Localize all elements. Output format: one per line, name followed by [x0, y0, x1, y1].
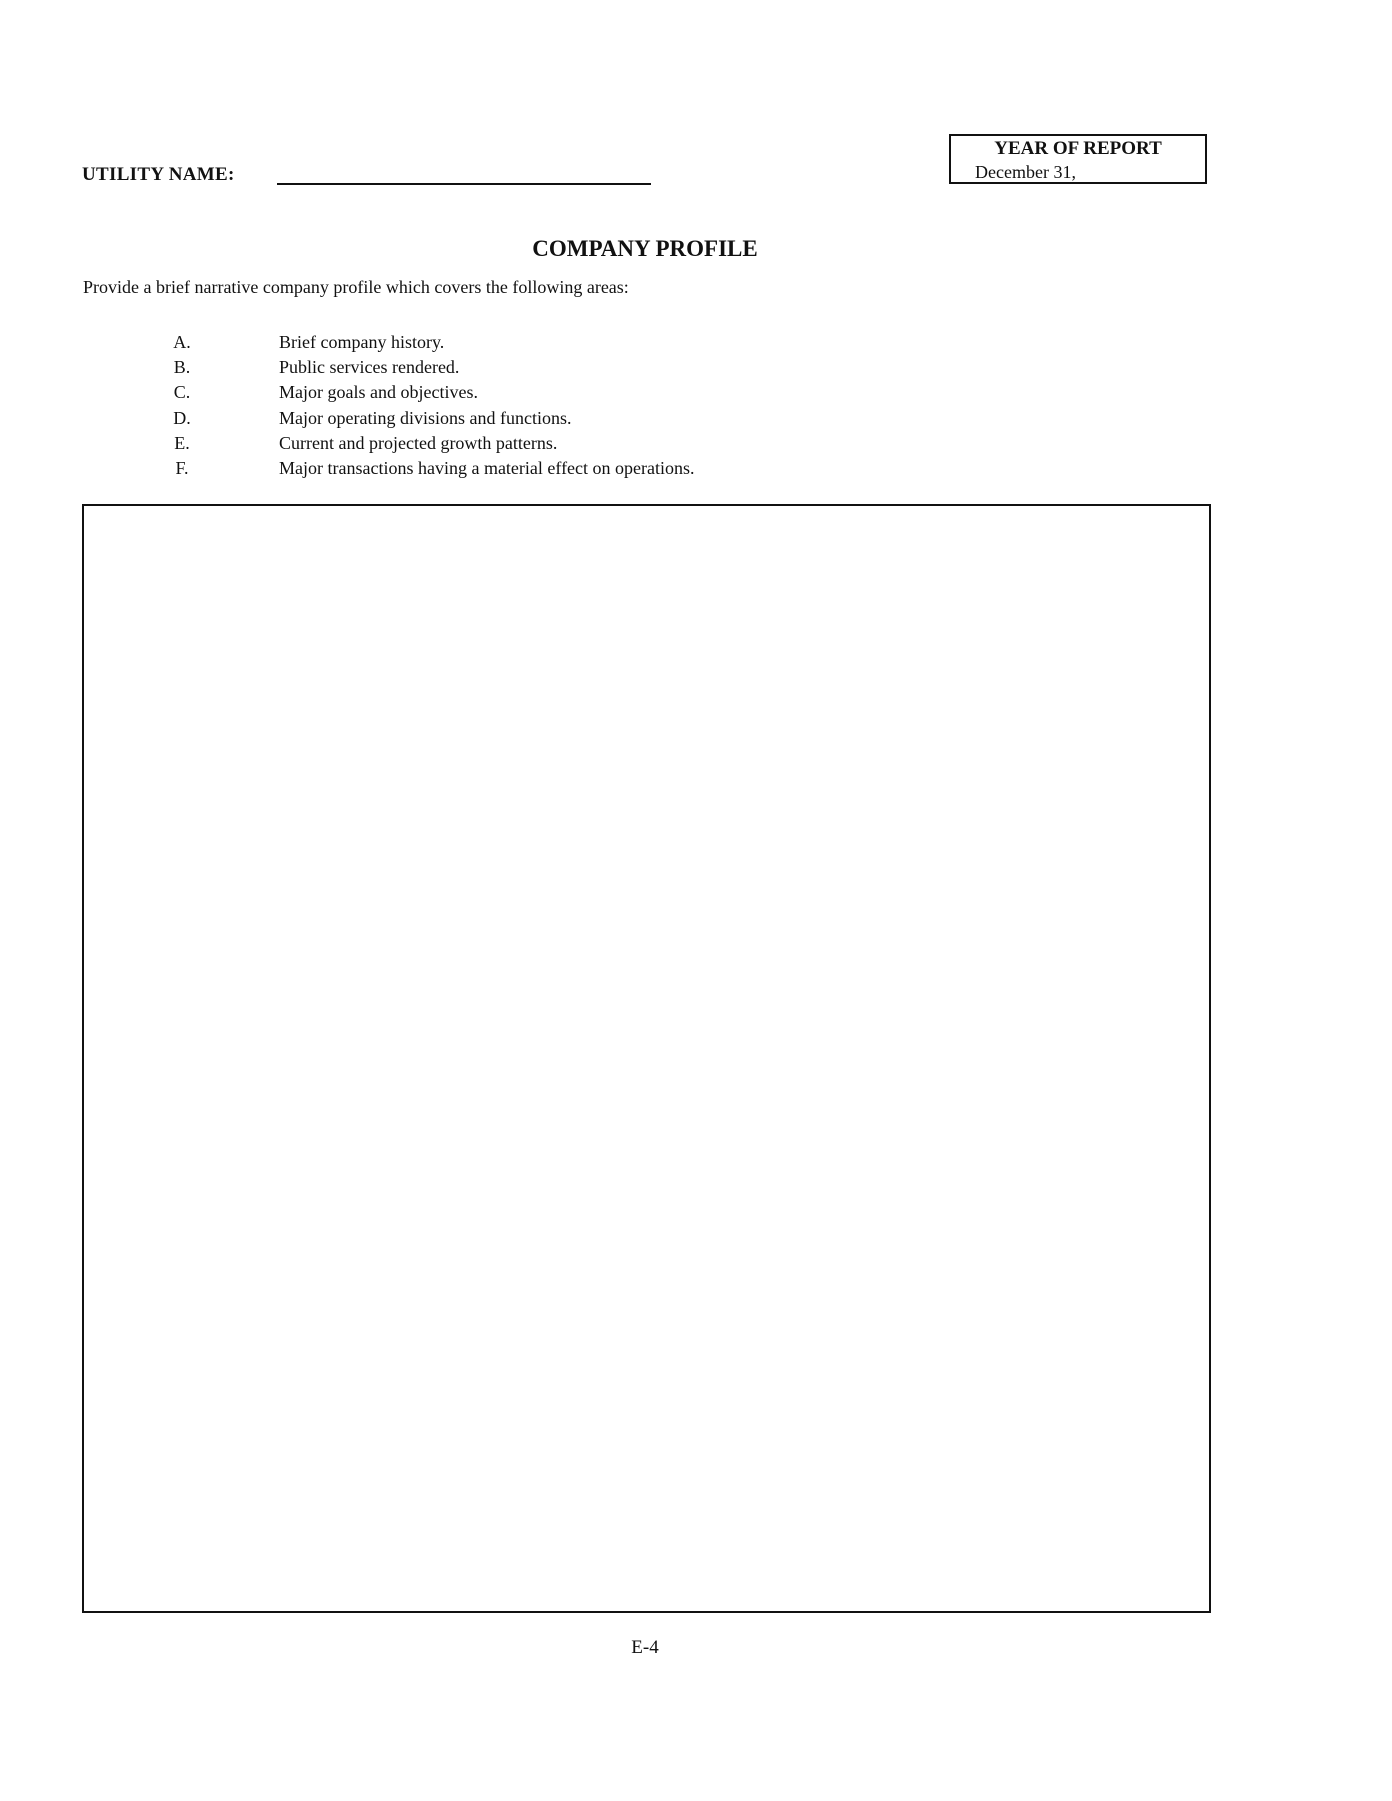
list-item-letter: E. — [174, 432, 190, 453]
utility-name-label: UTILITY NAME: — [82, 164, 235, 185]
year-of-report-box — [949, 134, 1207, 184]
instructions-text: Provide a brief narrative company profile which covers the following areas: — [83, 277, 629, 297]
list-item-text: Brief company history. — [279, 332, 445, 352]
list-item-text: Major transactions having a material effect on operations. — [279, 457, 695, 478]
list-item-letter: C. — [173, 382, 191, 403]
list-item-letter: A. — [173, 332, 191, 352]
list-item-text: Major goals and objectives. — [279, 382, 478, 403]
list-item-text: Current and projected growth patterns. — [279, 432, 558, 453]
list-item-text: Major operating divisions and functions. — [279, 407, 572, 428]
list-item-letter: D. — [173, 407, 191, 428]
list-item-letter: B. — [173, 357, 191, 378]
company-profile-response-box[interactable] — [82, 504, 1211, 1613]
page-number: E-4 — [631, 1637, 659, 1658]
page-title: COMPANY PROFILE — [532, 236, 758, 261]
year-of-report-title: YEAR OF REPORT — [994, 138, 1162, 159]
list-item-letter: F. — [175, 457, 189, 478]
utility-name-field[interactable] — [277, 183, 651, 185]
list-item-text: Public services rendered. — [279, 357, 460, 378]
year-of-report-date: December 31, — [975, 162, 1076, 182]
